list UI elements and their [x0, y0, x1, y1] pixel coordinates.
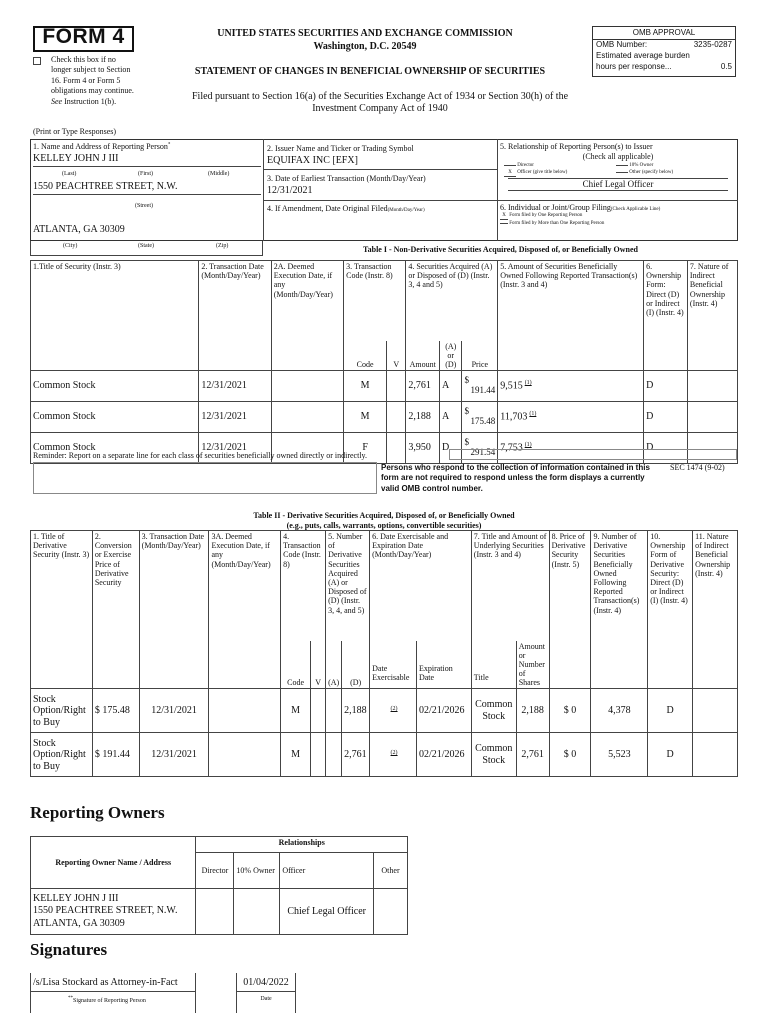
amount: 2,188: [406, 402, 440, 433]
col-director: Director: [196, 853, 234, 889]
deemed-date: [209, 733, 281, 777]
owner-other: [374, 889, 408, 935]
signer-name: /s/Lisa Stockard as Attorney-in-Fact: [33, 977, 178, 988]
security-title: Common Stock: [31, 371, 199, 402]
amendment-label: 4. If Amendment, Date Original Filed(Month/Day/Year): [267, 204, 425, 213]
amount: 2,761: [406, 371, 440, 402]
acquired: [326, 689, 342, 733]
underlying-amount: 2,188: [516, 689, 549, 733]
city-label: (City): [63, 243, 78, 249]
deemed-date: [209, 689, 281, 733]
signature-date: 01/04/2022: [243, 977, 289, 988]
reporting-person-label: 1. Name and Address of Reporting Person*: [33, 142, 171, 151]
agency-name: UNITED STATES SECURITIES AND EXCHANGE COMMISSION: [217, 28, 513, 39]
col-transaction-date: 2. Transaction Date (Month/Day/Year): [199, 261, 271, 371]
sub-price: Price: [462, 341, 498, 371]
form-title: FORM 4: [42, 25, 125, 48]
omb-hours: 0.5: [720, 62, 732, 71]
date-label: Date: [260, 996, 272, 1002]
derivative-price: $ 0: [549, 733, 591, 777]
table-row: [31, 402, 738, 433]
sub-amount: Amount: [406, 341, 440, 371]
print-or-type: (Print or Type Responses): [33, 127, 117, 136]
transaction-code: M: [344, 371, 387, 402]
acquired: [326, 733, 342, 777]
owner-ten-pct: [234, 889, 280, 935]
price: 175.48: [470, 416, 496, 427]
amount-owned: 11,703: [500, 411, 528, 423]
disposed: 2,761: [342, 733, 370, 777]
col-code: 3. Transaction Code (Instr. 8): [344, 261, 406, 341]
transaction-code: M: [281, 733, 311, 777]
table2-title: Table II - Derivative Securities Acquired, Disposed of, or Beneficially Owned: [253, 511, 515, 520]
transaction-v: [387, 433, 406, 464]
col-deemed-date: 2A. Deemed Execution Date, if any (Month/Day/Year): [271, 261, 343, 371]
first-label: (First): [138, 171, 153, 177]
ten-pct-owner-option[interactable]: 10% Owner: [616, 163, 653, 169]
conversion-price: $ 191.44: [92, 733, 139, 777]
omb-burden: Estimated average burden: [596, 51, 690, 60]
middle-label: (Middle): [208, 171, 230, 177]
owner-director: [196, 889, 234, 935]
check-all-applicable: (Check all applicable): [582, 152, 654, 161]
a-or-d: A: [440, 371, 462, 402]
transaction-date: 12/31/2021: [199, 433, 271, 464]
street-label: (Street): [135, 203, 153, 209]
col-derivative-owned: 9. Number of Derivative Securities Beneficially Owned Following Reported Transaction(s) (Instr. 4): [591, 531, 648, 689]
col-owner-name: Reporting Owner Name / Address: [31, 837, 196, 889]
filing-type-label: 6. Individual or Joint/Group Filing(Check Applicable Line): [500, 203, 661, 212]
last-label: (Last): [62, 171, 77, 177]
agency-location: Washington, D.C. 20549: [313, 41, 417, 52]
footnote-link[interactable]: (2): [390, 706, 398, 713]
other-option[interactable]: Other (specify below): [616, 170, 673, 176]
ownership-form: D: [648, 689, 693, 733]
owner-officer: Chief Legal Officer: [280, 889, 374, 935]
sub-v: V: [387, 341, 406, 371]
footnote-link[interactable]: (2): [390, 750, 398, 757]
issuer-label: 2. Issuer Name and Ticker or Trading Symbol: [267, 144, 414, 153]
transaction-v: [387, 402, 406, 433]
transaction-date: 12/31/2021: [139, 733, 209, 777]
col-transaction-code: 4. Transaction Code (Instr. 8): [281, 531, 326, 641]
amount: 3,950: [406, 433, 440, 464]
omb-hours-label: hours per response...: [596, 62, 672, 71]
table-row: [31, 889, 408, 935]
state-label: (State): [138, 243, 154, 249]
ownership-form: D: [644, 402, 688, 433]
expiration-date: 02/21/2026: [416, 733, 471, 777]
director-option[interactable]: Director: [504, 163, 534, 169]
col-deemed-date: 3A. Deemed Execution Date, if any (Month/Day/Year): [209, 531, 281, 689]
underlying-title: Common Stock: [471, 733, 516, 777]
deemed-date: [271, 371, 343, 402]
relationships-header: Relationships: [196, 837, 408, 853]
transaction-code: M: [281, 689, 311, 733]
filed-pursuant-line2: Investment Company Act of 1940: [312, 103, 448, 114]
col-securities: 4. Securities Acquired (A) or Disposed of (D) (Instr. 3, 4 and 5): [406, 261, 498, 341]
nature: [687, 402, 737, 433]
omb-approval-box: [592, 26, 736, 77]
reporting-owners-table: [30, 836, 408, 935]
transaction-date: 12/31/2021: [199, 371, 271, 402]
derivative-owned: 5,523: [591, 733, 648, 777]
table1-title: Table I - Non-Derivative Securities Acquired, Disposed of, or Beneficially Owned: [363, 245, 638, 254]
sub-amount-shares: Amount or Number of Shares: [516, 641, 549, 689]
col-ten-pct: 10% Owner: [234, 853, 280, 889]
omb-number-label: OMB Number:: [596, 40, 648, 49]
sub-a-or-d: (A) or (D): [440, 341, 462, 371]
table2-subtitle: (e.g., puts, calls, warrants, options, convertible securities): [286, 521, 482, 530]
non-derivative-table: [30, 260, 738, 464]
derivative-title: Stock Option/Right to Buy: [31, 689, 93, 733]
col-transaction-date: 3. Transaction Date (Month/Day/Year): [139, 531, 209, 689]
one-person-option[interactable]: X Form filed by One Reporting Person: [500, 213, 582, 220]
filed-pursuant-line1: Filed pursuant to Section 16(a) of the Securities Exchange Act of 1934 or Section 30(h) of the: [191, 91, 569, 102]
col-exercisable-expiration: 6. Date Exercisable and Expiration Date (Month/Day/Year): [370, 531, 472, 641]
reporting-owners-heading: Reporting Owners: [30, 803, 165, 822]
footnote-link[interactable]: (1): [524, 442, 532, 449]
nature: [693, 733, 738, 777]
checkbox-text: Check this box if no longer subject to Section 16. Form 4 or Form 5 obligations may continue. See Instruction 1(b).: [51, 55, 134, 106]
reminder-text: Reminder: Report on a separate line for each class of securities beneficially owned directly or indirectly.: [33, 451, 368, 460]
reminder-box-right: [449, 449, 737, 460]
city-state-zip: ATLANTA, GA 30309: [33, 224, 125, 235]
owner-street: 1550 PEACHTREE STREET, N.W.: [33, 905, 178, 917]
nature: [687, 371, 737, 402]
col-conversion-price: 2. Conversion or Exercise Price of Derivative Security: [92, 531, 139, 689]
col-title: 1.Title of Security (Instr. 3): [31, 261, 199, 371]
amount-owned: 7,753: [500, 442, 523, 454]
transaction-date: 12/31/2021: [199, 402, 271, 433]
owner-city: ATLANTA, GA 30309: [33, 917, 125, 929]
zip-label: (Zip): [216, 243, 229, 249]
col-underlying: 7. Title and Amount of Underlying Securities (Instr. 3 and 4): [471, 531, 549, 641]
sub-title: Title: [471, 641, 516, 689]
omb-number: 3235-0287: [693, 40, 732, 49]
footnote-link[interactable]: (1): [524, 380, 532, 387]
derivative-table: [30, 530, 738, 777]
price: 191.44: [470, 385, 496, 396]
security-title: Common Stock: [31, 433, 199, 464]
a-or-d: A: [440, 402, 462, 433]
more-person-option[interactable]: Form filed by More than One Reporting Person: [500, 221, 604, 227]
officer-option[interactable]: X Officer (give title below): [504, 170, 567, 177]
footnote-link[interactable]: (1): [529, 411, 537, 418]
reporting-person-name: KELLEY JOHN J III: [33, 153, 119, 164]
transaction-v: [311, 689, 326, 733]
underlying-title: Common Stock: [471, 689, 516, 733]
nature: [693, 689, 738, 733]
transaction-v: [387, 371, 406, 402]
signature-label: **Signature of Reporting Person: [68, 996, 146, 1004]
table-row: [31, 733, 738, 777]
col-nature: 11. Nature of Indirect Beneficial Ownership (Instr. 4): [693, 531, 738, 689]
col-derivative-price: 8. Price of Derivative Security (Instr. 5): [549, 531, 591, 689]
amount-owned: 9,515: [500, 380, 523, 392]
sec-form-number: SEC 1474 (9-02): [670, 463, 725, 472]
col-derivative-title: 1. Title of Derivative Security (Instr. 3): [31, 531, 93, 689]
underlying-amount: 2,761: [516, 733, 549, 777]
disposed: 2,188: [342, 689, 370, 733]
sub-d: (D): [342, 641, 370, 689]
sub-code: Code: [281, 641, 311, 689]
signatures-heading: Signatures: [30, 940, 108, 959]
col-amount-owned: 5. Amount of Securities Beneficially Owned Following Reported Transaction(s) (Instr. 3 and 4): [498, 261, 644, 371]
sub-expiration: Expiration Date: [416, 641, 471, 689]
ownership-form: D: [644, 371, 688, 402]
issuer-name: EQUIFAX INC [EFX]: [267, 155, 358, 166]
security-title: Common Stock: [31, 402, 199, 433]
col-nature: 7. Nature of Indirect Beneficial Ownership (Instr. 4): [687, 261, 737, 371]
street-address: 1550 PEACHTREE STREET, N.W.: [33, 181, 178, 192]
reminder-box-left: [33, 462, 377, 494]
earliest-transaction-date: 12/31/2021: [267, 185, 313, 196]
deemed-date: [271, 402, 343, 433]
statement-title: STATEMENT OF CHANGES IN BENEFICIAL OWNERSHIP OF SECURITIES: [194, 66, 546, 77]
sub-a: (A): [326, 641, 342, 689]
price-symbol: $: [464, 375, 469, 386]
col-number-derivative: 5. Number of Derivative Securities Acquired (A) or Disposed of (D) (Instr. 3, 4, and 5): [326, 531, 370, 641]
sub-v: V: [311, 641, 326, 689]
derivative-price: $ 0: [549, 689, 591, 733]
expiration-date: 02/21/2026: [416, 689, 471, 733]
no-longer-subject-checkbox[interactable]: [33, 57, 41, 65]
col-ownership-form: 6. Ownership Form: Direct (D) or Indirect (I) (Instr. 4): [644, 261, 688, 371]
earliest-transaction-label: 3. Date of Earliest Transaction (Month/Day/Year): [267, 174, 426, 183]
price-symbol: $: [464, 437, 469, 448]
col-officer: Officer: [280, 853, 374, 889]
sub-date-exercisable: Date Exercisable: [370, 641, 417, 689]
conversion-price: $ 175.48: [92, 689, 139, 733]
a-or-d: D: [440, 433, 462, 464]
omb-title: OMB APPROVAL: [593, 27, 735, 40]
col-ownership-form: 10. Ownership Form of Derivative Security: Direct (D) or Indirect (I) (Instr. 4): [648, 531, 693, 689]
officer-title: Chief Legal Officer: [508, 178, 728, 191]
price-symbol: $: [464, 406, 469, 417]
transaction-code: M: [344, 402, 387, 433]
transaction-date: 12/31/2021: [139, 689, 209, 733]
persons-respond-text: Persons who respond to the collection of information contained in this form are not required to respond unless the form displays a currently valid OMB control number.: [381, 463, 650, 493]
ownership-form: D: [648, 733, 693, 777]
sub-code: Code: [344, 341, 387, 371]
transaction-code: F: [344, 433, 387, 464]
col-other: Other: [374, 853, 408, 889]
table-row: [31, 689, 738, 733]
derivative-title: Stock Option/Right to Buy: [31, 733, 93, 777]
transaction-v: [311, 733, 326, 777]
derivative-owned: 4,378: [591, 689, 648, 733]
ownership-form: D: [644, 433, 688, 464]
table-row: [31, 371, 738, 402]
relationship-label: 5. Relationship of Reporting Person(s) to Issuer: [500, 142, 653, 151]
owner-name: KELLEY JOHN J III: [33, 892, 119, 904]
price: 291.54: [470, 447, 496, 458]
